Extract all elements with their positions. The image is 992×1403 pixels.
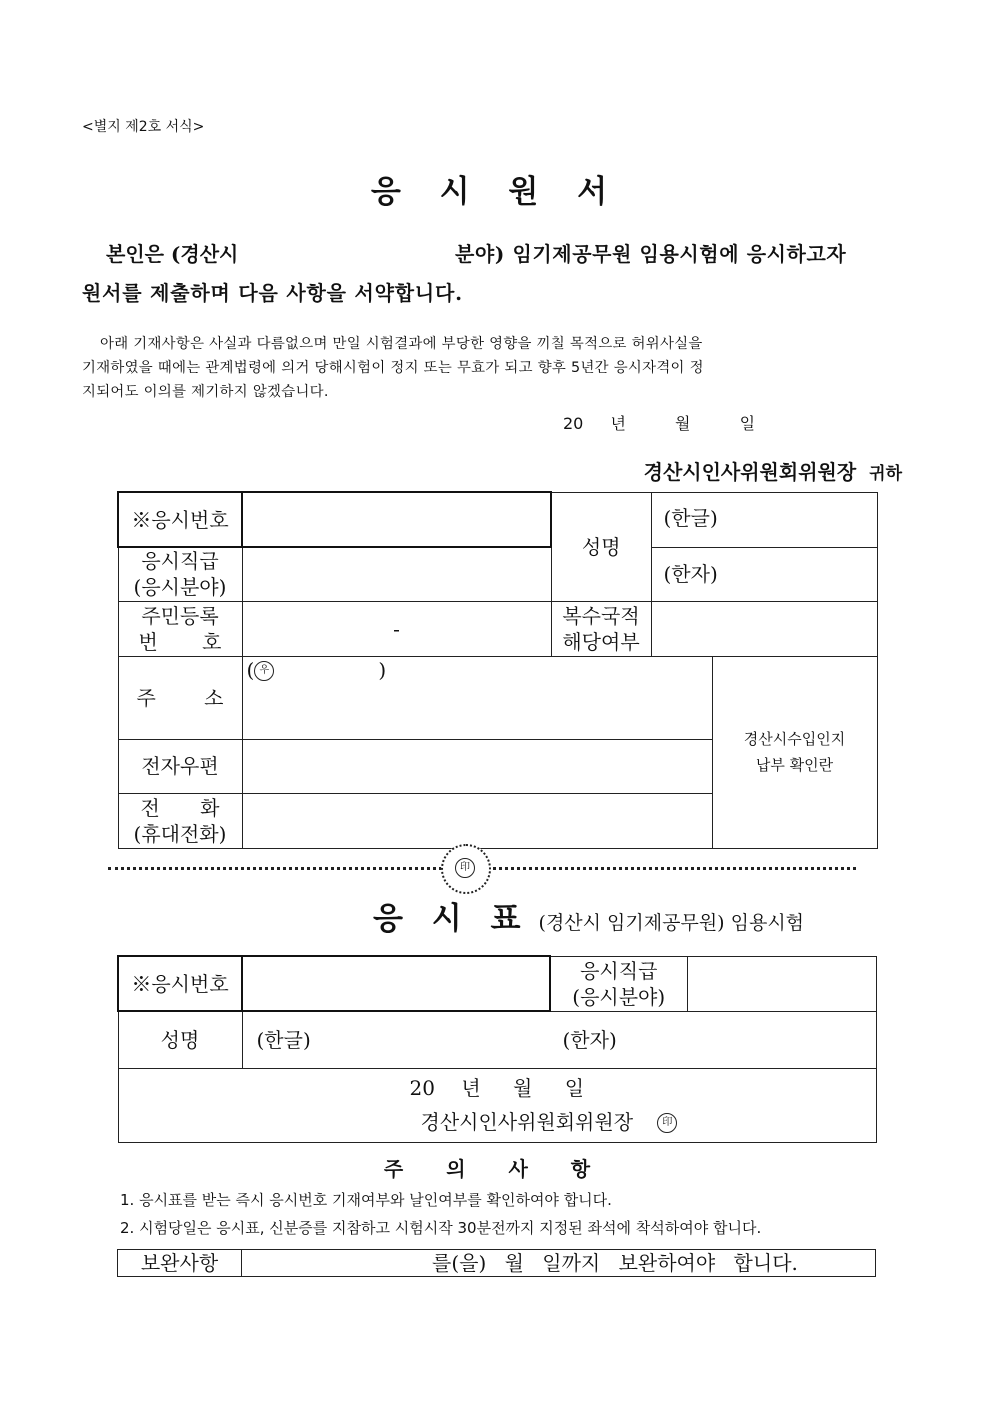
ticket-date-d: 일 [564, 1075, 585, 1100]
rrn-label-2a: 번 [138, 629, 158, 654]
address-label [118, 656, 242, 739]
pledge-line-2: 기재하였을 때에는 관계법령에 의거 당해시험이 정지 또는 무효가 되고 향후 5년간 응시자격이 정 [82, 360, 704, 376]
position-label-1: 응시직급 [141, 549, 219, 574]
phone-field[interactable] [242, 793, 712, 848]
dual-label-2: 해당여부 [562, 629, 640, 654]
application-table [117, 491, 878, 849]
rrn-label-2 [133, 629, 228, 655]
notes-item-1: 1. 응시표를 받는 즉시 응시번호 기재여부와 날인여부를 확인하여야 합니다. [120, 1191, 612, 1209]
ticket-position-label-2: (응시분야) [572, 984, 666, 1009]
postal-mark-icon: 우 [254, 661, 274, 681]
rrn-label-2b: 호 [202, 629, 222, 654]
position-label [118, 547, 242, 601]
addressee-name: 경산시인사위원회위원장 [643, 460, 857, 484]
ticket-title-row [373, 893, 804, 938]
notes-item-2: 2. 시험당일은 응시표, 신분증를 지참하고 시험시작 30분전까지 지정된 좌석에 착석하여야 합니다. [120, 1219, 762, 1237]
postal-open-paren: ( [246, 657, 255, 682]
name-label: 성명 [551, 492, 651, 601]
form-number: <별지 제2호 서식> [82, 119, 205, 135]
date-year: 20 [563, 414, 584, 433]
phone-label-2: (휴대전화) [133, 821, 227, 846]
ticket-date [410, 1075, 585, 1101]
ticket-seal-icon: 印 [657, 1113, 677, 1133]
ticket-name-label: 성명 [118, 1011, 242, 1068]
position-field[interactable] [242, 547, 551, 601]
date-month-unit: 월 [675, 414, 691, 433]
intro-line-1b: 분야) 임기제공무원 임용시험에 응시하고자 [455, 242, 847, 266]
email-field[interactable] [242, 739, 712, 793]
dual-label-1: 복수국적 [562, 603, 640, 628]
exam-number-label: ※응시번호 [118, 492, 242, 547]
pledge-line-1: 아래 기재사항은 사실과 다름없으며 만일 시험결과에 부당한 영향을 끼칠 목적으로 허위사실을 [100, 336, 703, 352]
name-hanja-label: (한자) [663, 562, 718, 586]
address-label-a: 주 [136, 685, 156, 710]
ticket-signer-row [421, 1109, 678, 1135]
ticket-subtitle: (경산시 임기제공무원) 임용시험 [538, 912, 805, 934]
ticket-position-label-1: 응시직급 [580, 958, 658, 983]
ticket-title: 응 시 표 [373, 901, 530, 937]
intro-line-2: 원서를 제출하며 다음 사항을 서약합니다. [82, 281, 463, 305]
ticket-position-label [550, 956, 687, 1011]
ticket-name-hangul: (한글) [256, 1027, 311, 1052]
intro-line-1 [106, 238, 238, 267]
notes-title: 주 의 사 항 [383, 1157, 609, 1181]
rrn-field[interactable] [242, 601, 551, 656]
supplement-text: 를(을) 월 일까지 보완하여야 합니다. [432, 1251, 798, 1275]
rrn-label [118, 601, 242, 656]
ticket-date-m: 월 [513, 1075, 533, 1100]
date-year-unit: 년 [610, 414, 626, 433]
rrn-dash: - [393, 616, 400, 641]
document-title: 응 시 원 서 [370, 174, 622, 210]
address-field[interactable] [242, 656, 712, 739]
date-line [563, 411, 755, 434]
ticket-signature-area [118, 1068, 876, 1142]
ticket-date-year: 20 [409, 1075, 435, 1100]
supplement-field[interactable] [242, 1250, 876, 1277]
supplement-table [117, 1249, 876, 1277]
address-label-b: 소 [204, 685, 224, 710]
stamp-box-line-2: 납부 확인란 [755, 756, 834, 774]
ticket-exam-number-label: ※응시번호 [118, 956, 242, 1011]
name-hangul-label: (한글) [663, 505, 718, 530]
ticket-position-field[interactable] [687, 956, 876, 1011]
postal-close-paren: ) [378, 657, 387, 682]
phone-label [118, 793, 242, 848]
addressee [644, 456, 902, 485]
date-day-unit: 일 [739, 414, 756, 433]
ticket-table [117, 955, 877, 1143]
rrn-label-1: 주민등록 [141, 603, 219, 628]
email-label: 전자우편 [118, 739, 242, 793]
pledge-line-3: 지되어도 이의를 제기하지 않겠습니다. [82, 384, 329, 400]
position-label-2: (응시분야) [133, 575, 227, 600]
addressee-suffix: 귀하 [869, 464, 902, 484]
stamp-box-line-1: 경산시수입인지 [743, 730, 846, 748]
ticket-name-hanja: (한자) [562, 1028, 617, 1052]
seal-icon: 印 [455, 858, 475, 878]
exam-number-field[interactable] [242, 492, 551, 547]
supplement-label: 보완사항 [118, 1250, 242, 1277]
phone-label-b: 화 [200, 795, 220, 820]
ticket-signer: 경산시인사위원회위원장 [420, 1109, 634, 1134]
name-hangul-field[interactable] [651, 492, 877, 547]
phone-label-a: 전 [140, 795, 160, 820]
dual-nationality-field[interactable] [651, 601, 877, 656]
intro-part-1: 본인은 (경산시 [106, 242, 239, 266]
revenue-stamp-box [712, 656, 877, 848]
ticket-exam-number-field[interactable] [242, 956, 550, 1011]
ticket-date-y: 년 [461, 1075, 481, 1100]
ticket-name-field[interactable] [242, 1011, 876, 1068]
name-hanja-field[interactable] [651, 547, 877, 601]
dual-nationality-label [551, 601, 651, 656]
